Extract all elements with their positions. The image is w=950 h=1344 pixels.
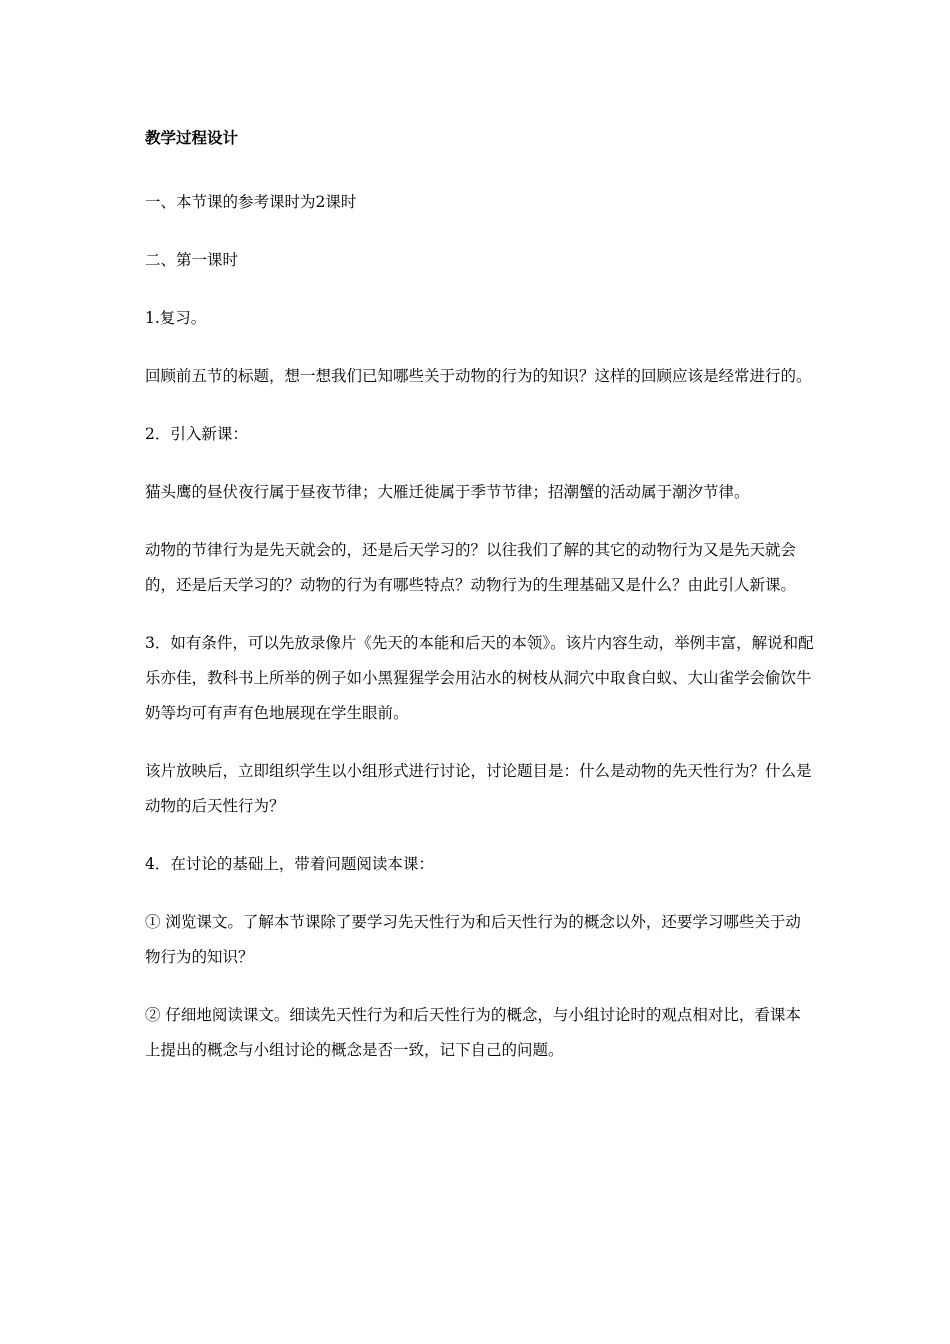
- paragraph-reading-heading: 4．在讨论的基础上，带着问题阅读本课：: [145, 855, 434, 873]
- paragraph-video: 3．如有条件，可以先放录像片《先天的本能和后天的本领》。该片内容生动，举例丰富，解说和配乐亦佳，教科书上所举的例子如小黑猩猩学会用沾水的树枝从洞穴中取食白蚁、大山雀学会偷饮牛奶等均可有声有色地展现在学生眼前。: [145, 634, 814, 722]
- paragraph-first-lesson: 二、第一课时: [145, 251, 239, 269]
- paragraph-review-body: 回顾前五节的标题，想一想我们已知哪些关于动物的行为的知识？这样的回顾应该是经常进行的。: [145, 367, 812, 385]
- paragraph-class-hours: 一、本节课的参考课时为2课时: [145, 193, 357, 211]
- document-body: [145, 128, 815, 1091]
- document-title: 教学过程设计: [145, 129, 239, 147]
- paragraph-intro-heading: 2．引入新课：: [145, 425, 248, 443]
- paragraph-browse-text: ① 浏览课文。了解本节课除了要学习先天性行为和后天性行为的概念以外，还要学习哪些关于动物行为的知识？: [145, 913, 801, 966]
- paragraph-review-heading: 1.复习。: [145, 309, 207, 327]
- paragraph-rhythm-questions: 动物的节律行为是先天就会的，还是后天学习的？以往我们了解的其它的动物行为又是先天就会的，还是后天学习的？动物的行为有哪些特点？动物行为的生理基础又是什么？由此引人新课。: [145, 541, 797, 594]
- paragraph-discussion: 该片放映后，立即组织学生以小组形式进行讨论，讨论题目是：什么是动物的先天性行为？什么是动物的后天性行为？: [145, 762, 812, 815]
- paragraph-rhythm-examples: 猫头鹰的昼伏夜行属于昼夜节律；大雁迁徙属于季节节律；招潮蟹的活动属于潮汐节律。: [145, 483, 750, 501]
- paragraph-careful-reading: ② 仔细地阅读课文。细读先天性行为和后天性行为的概念，与小组讨论时的观点相对比，看课本上提出的概念与小组讨论的概念是否一致，记下自己的问题。: [145, 1006, 801, 1059]
